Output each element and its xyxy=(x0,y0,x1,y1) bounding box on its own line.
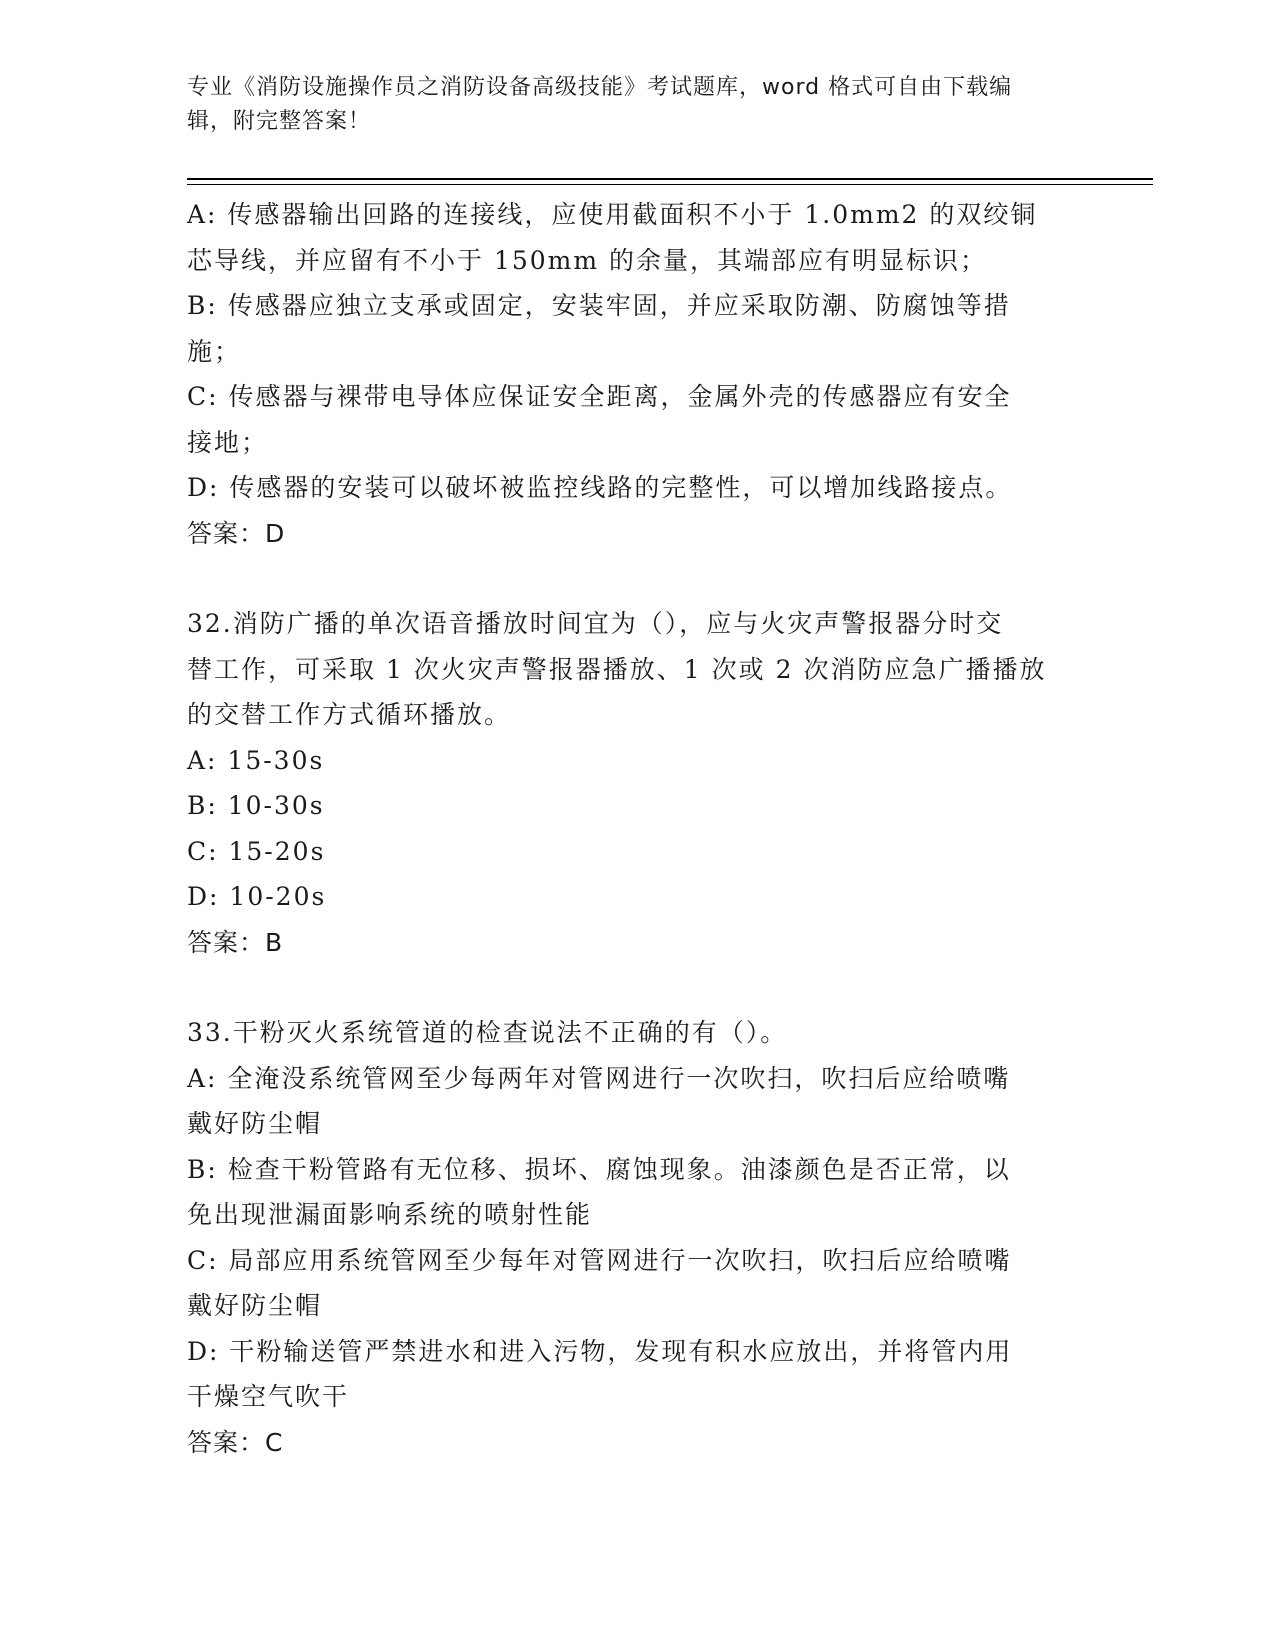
question-32-block xyxy=(187,601,1087,965)
page-header xyxy=(187,71,1067,139)
spacer xyxy=(187,556,1087,601)
q31-option-a-line-2: 芯导线，并应留有不小于 150mm 的余量，其端部应有明显标识； xyxy=(187,245,988,275)
q31-option-b-line-1: B: 传感器应独立支承或固定，安装牢固，并应采取防潮、防腐蚀等措 xyxy=(187,291,1011,320)
q32-stem-line-3: 的交替工作方式循环播放。 xyxy=(187,700,512,729)
header-rule-thin xyxy=(187,184,1153,185)
q32-answer: 答案：B xyxy=(187,927,284,957)
q31-option-d: D: 传感器的安装可以破坏被监控线路的完整性，可以增加线路接点。 xyxy=(187,473,1013,502)
header-line-1: 专业《消防设施操作员之消防设备高级技能》考试题库，word 格式可自由下载编 xyxy=(187,75,1013,100)
q32-option-b: B: 10-30s xyxy=(187,791,325,820)
q33-option-d-line-2: 干燥空气吹干 xyxy=(187,1382,350,1411)
q31-answer: 答案：D xyxy=(187,518,286,548)
q33-option-a-line-1: A: 全淹没系统管网至少每两年对管网进行一次吹扫，吹扫后应给喷嘴 xyxy=(187,1063,1011,1093)
q32-stem-line-1: 32.消防广播的单次语音播放时间宜为（），应与火灾声警报器分时交 xyxy=(187,609,1004,638)
q33-option-c-line-1: C: 局部应用系统管网至少每年对管网进行一次吹扫，吹扫后应给喷嘴 xyxy=(187,1245,1012,1275)
q32-option-c: C: 15-20s xyxy=(187,836,326,866)
document-body xyxy=(187,192,1087,1465)
q33-option-b-line-1: B: 检查干粉管路有无位移、损坏、腐蚀现象。油漆颜色是否正常，以 xyxy=(187,1154,1011,1184)
q31-option-c-line-2: 接地； xyxy=(187,427,269,457)
q32-option-d: D: 10-20s xyxy=(187,882,327,911)
q33-option-b-line-2: 免出现泄漏面影响系统的喷射性能 xyxy=(187,1200,593,1229)
q32-option-a: A: 15-30s xyxy=(187,745,325,775)
q31-option-a-line-1: A: 传感器输出回路的连接线，应使用截面积不小于 1.0mm2 的双绞铜 xyxy=(187,200,1038,229)
header-line-2: 辑，附完整答案！ xyxy=(187,109,372,134)
header-rule-thick xyxy=(187,178,1153,180)
q31-option-c-line-1: C: 传感器与裸带电导体应保证安全距离，金属外壳的传感器应有安全 xyxy=(187,382,1012,411)
q32-stem-line-2: 替工作，可采取 1 次火灾声警报器播放、1 次或 2 次消防应急广播播放 xyxy=(187,654,1047,684)
q33-stem: 33.干粉灭火系统管道的检查说法不正确的有（）。 xyxy=(187,1018,788,1047)
q33-option-c-line-2: 戴好防尘帽 xyxy=(187,1291,323,1320)
q31-option-b-line-2: 施； xyxy=(187,336,242,366)
question-33-block xyxy=(187,1010,1087,1465)
q33-option-a-line-2: 戴好防尘帽 xyxy=(187,1109,323,1138)
question-31-block xyxy=(187,192,1087,556)
q33-option-d-line-1: D: 干粉输送管严禁进水和进入污物，发现有积水应放出，并将管内用 xyxy=(187,1336,1013,1366)
q33-answer: 答案：C xyxy=(187,1427,284,1457)
spacer xyxy=(187,965,1087,1010)
